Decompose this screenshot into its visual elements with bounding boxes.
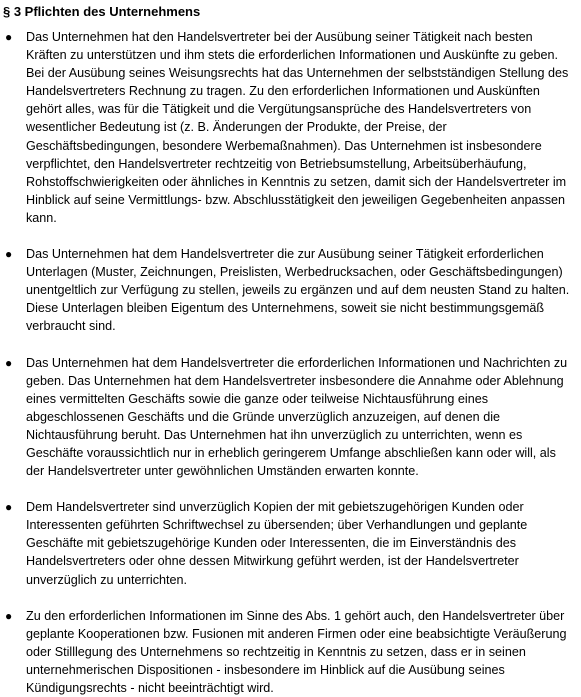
bullet-icon: ● [5,500,13,515]
obligations-list [3,28,576,697]
bullet-icon: ● [5,30,13,44]
bullet-icon: ● [5,355,13,370]
bullet-icon: ● [5,608,13,623]
list-item [3,607,576,697]
paragraph-text: Das Unternehmen hat dem Handelsvertreter die erforderlichen Informationen und Nachrichten zu geben. Das Unternehmen hat dem Handelsvertreter insbesondere die Annahme oder Ablehnung eines vermittelten Geschäfts sowie die ganze oder teilweise Nichtausführung eines abgeschlossenen Geschäfts und die Gründe unverzüglich anzuzeigen, auf denen die Nichtausführung beruht. Das Unternehmen hat ihn unverzüglich zu unterrichten, wenn es Geschäfte voraussichtlich nur in erheblich geringerem Umfange abschließen kann oder will, als der Handelsvertreter unter gewöhnlichen Umständen erwarten konnte. [26,355,568,479]
section-heading: § 3 Pflichten des Unternehmens [3,4,201,19]
paragraph-text: Das Unternehmen hat den Handelsvertreter bei der Ausübung seiner Tätigkeit nach besten Kräften zu unterstützen und ihm stets die erforderlichen Informationen und Auskünfte zu geben. Bei der Ausübung seines Weisungsrechts hat das Unternehmen der selbstständigen Stellung des Handelsvertreters Rechnung zu tragen. Zu den erforderlichen Informationen und Auskünften gehört alles, was für die Tätigkeit und die Vergütungsansprüche des Handelsvertreters von wesentlicher Bedeutung ist (z. B. Änderungen der Produkte, der Preise, der Geschäftsbedingungen, besondere Werbemaßnahmen). Das Unternehmen ist insbesondere verpflichtet, den Handelsvertreter rechtzeitig von Betriebsumstellung, Arbeitsüberhäufung, Rohstoffschwierigkeiten oder ähnliches in Kenntnis zu setzen, damit sich der Handelsvertreter im Hinblick auf seine Vermittlungs- bzw. Abschlusstätigkeit den jeweiligen Gegebenheiten anpassen kann. [26,30,569,225]
bullet-icon: ● [5,247,13,262]
list-item [3,354,576,481]
list-item [3,28,576,227]
paragraph-text: Das Unternehmen hat dem Handelsvertreter die zur Ausübung seiner Tätigkeit erforderlichen Unterlagen (Muster, Zeichnungen, Preislisten, Werbedrucksachen, oder Geschäftsbedingungen) unentgeltlich zur Verfügung zu stellen, jeweils zu ergänzen und auf dem neusten Stand zu halten. Diese Unterlagen bleiben Eigentum des Unternehmens, soweit sie nicht bestimmungsgemäß verbraucht sind. [26,247,570,334]
paragraph-text: Zu den erforderlichen Informationen im Sinne des Abs. 1 gehört auch, den Handelsvertreter über geplante Kooperationen bzw. Fusionen mit anderen Firmen oder eine beabsichtigte Veräußerung oder Stilllegung des Unternehmens so rechtzeitig in Kenntnis zu setzen, dass er in seinen unternehmerischen Dispositionen - insbesondere im Hinblick auf die Ausübung seines Kündigungsrechts - nicht beeinträchtigt wird. [26,608,567,695]
list-item [3,245,576,335]
list-item [3,498,576,588]
paragraph-text: Dem Handelsvertreter sind unverzüglich Kopien der mit gebietszugehörigen Kunden oder Interessenten geführten Schriftwechsel zu übersenden; über Verhandlungen und geplante Geschäfte mit gebietszugehörige Kunden oder Interessenten, die im Einverständnis des Handelsvertreters oder ohne dessen Mitwirkung geführt werden, ist der Handelsvertreter unverzüglich zu unterrichten. [26,500,528,587]
